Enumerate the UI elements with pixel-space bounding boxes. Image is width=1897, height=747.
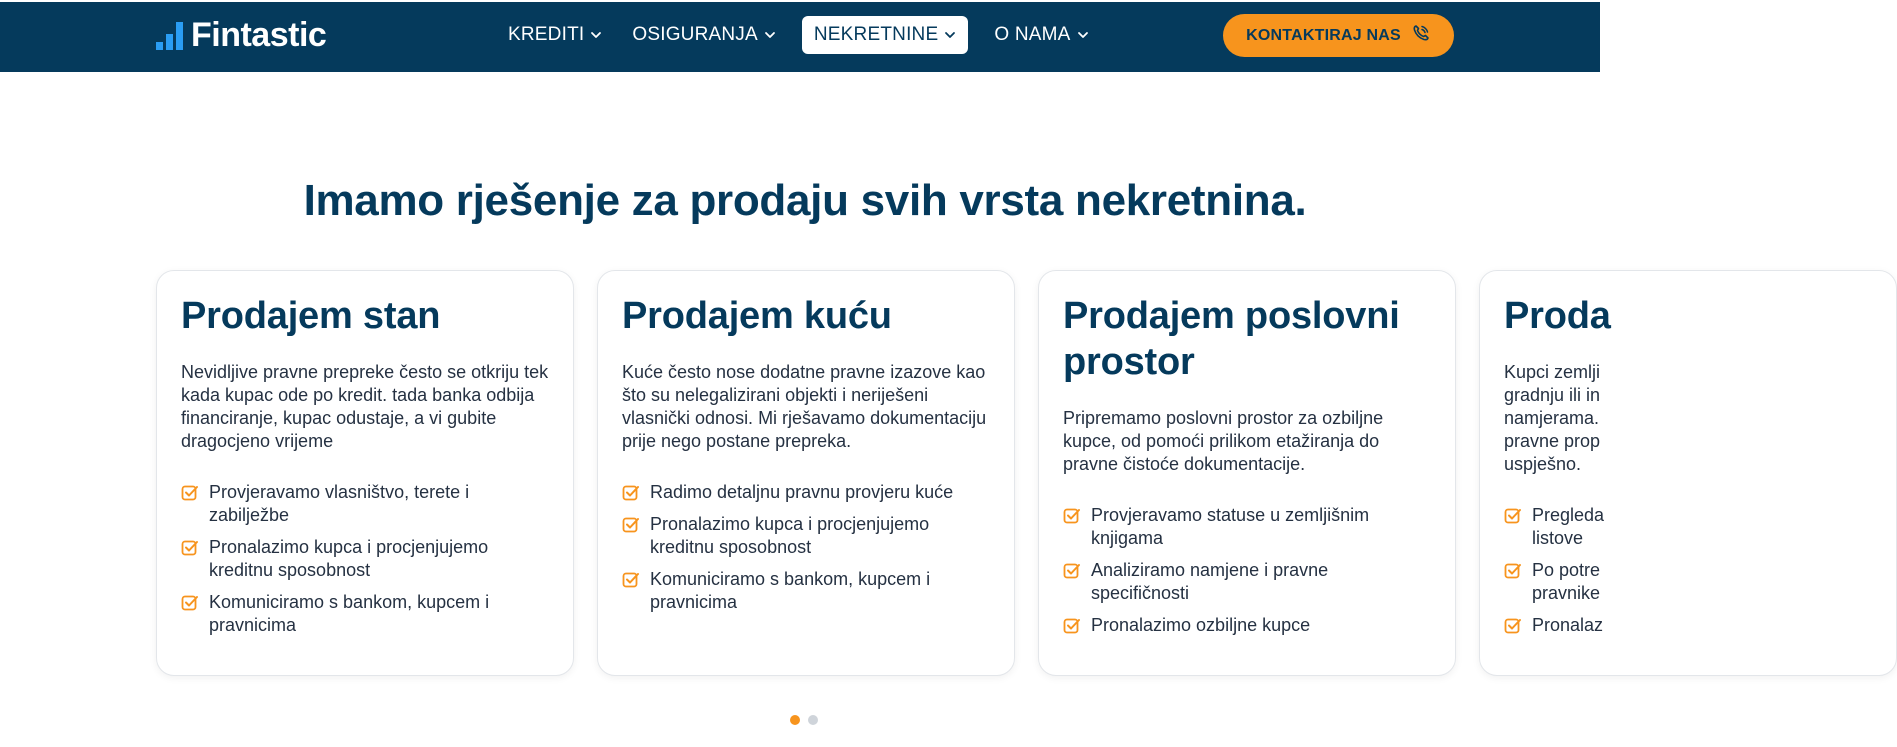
card-description: Pripremamo poslovni prostor za ozbiljne kupce, od pomoći prilikom etažiranja do pravne čistoće dokumentacije. (1063, 408, 1384, 474)
checklist-item (1504, 504, 1872, 550)
checklist-item (1504, 559, 1872, 605)
checklist-item (622, 568, 990, 614)
checklist-item-text: Analiziramo namjene i pravne specifičnosti (1091, 560, 1329, 603)
checkbox-checked-icon (622, 516, 640, 534)
brand-name: Fintastic (191, 16, 327, 54)
checkbox-checked-icon (181, 484, 199, 502)
checkbox-checked-icon (1063, 507, 1081, 525)
carousel-pagination (790, 715, 818, 725)
checklist-item-text: Provjeravamo statuse u zemljišnim knjigama (1091, 505, 1370, 548)
checkbox-checked-icon (1504, 562, 1522, 580)
checklist-item-text: Komuniciramo s bankom, kupcem i pravnicima (209, 592, 490, 635)
contact-button[interactable] (1223, 14, 1454, 57)
checklist-item-text: Komuniciramo s bankom, kupcem i pravnicima (650, 569, 931, 612)
nav-item-nekretnine[interactable] (802, 16, 968, 54)
card-checklist (1063, 504, 1431, 637)
checkbox-checked-icon (622, 484, 640, 502)
card-title: Prodajem kuću (622, 295, 892, 337)
brand-logo[interactable] (156, 16, 326, 54)
top-navbar (0, 0, 1600, 72)
card-checklist (181, 481, 549, 637)
card-checklist (1504, 504, 1872, 637)
phone-ringing-icon (1411, 23, 1431, 48)
card-partial-offscreen[interactable] (1479, 270, 1897, 676)
checkbox-checked-icon (181, 539, 199, 557)
checklist-item (181, 536, 549, 582)
checklist-item (1063, 614, 1431, 637)
checkbox-checked-icon (1063, 617, 1081, 635)
main-nav (496, 16, 1101, 54)
checklist-item (1504, 614, 1872, 637)
checklist-item-text: Radimo detaljnu pravnu provjeru kuće (650, 482, 954, 502)
checklist-item-text: Pronalazimo ozbiljne kupce (1091, 615, 1311, 635)
checkbox-checked-icon (1504, 507, 1522, 525)
checkbox-checked-icon (181, 594, 199, 612)
checklist-item-text: Po potre pravnike (1532, 560, 1601, 603)
chevron-down-icon (1077, 29, 1089, 41)
checklist-item-text: Pronalazimo kupca i procjenjujemo kreditnu sposobnost (650, 514, 930, 557)
checklist-item-text: Pronalaz (1532, 615, 1604, 635)
section-title: Imamo rješenje za prodaju svih vrsta nekretnina. (303, 176, 1307, 225)
card-checklist (622, 481, 990, 614)
nav-item-label: O NAMA (994, 24, 1071, 45)
card-title: Proda (1504, 295, 1611, 337)
nav-item-label: NEKRETNINE (813, 24, 939, 45)
nav-item-osiguranja[interactable] (620, 16, 788, 54)
nav-item-o-nama[interactable] (982, 16, 1100, 54)
card-title: Prodajem stan (181, 295, 441, 337)
card-prodajem-stan[interactable] (156, 270, 574, 676)
chevron-down-icon (590, 29, 602, 41)
checklist-item-text: Pronalazimo kupca i procjenjujemo kreditnu sposobnost (209, 537, 489, 580)
checklist-item (1063, 504, 1431, 550)
card-description: Kupci zemlji gradnju ili in namjerama. pravne prop uspješno. (1504, 362, 1601, 474)
checkbox-checked-icon (622, 571, 640, 589)
card-description: Nevidljive pravne prepreke često se otkriju tek kada kupac ode po kredit. tada banka odbija financiranje, kupac odustaje, a vi gubite dragocjeno vrijeme (181, 362, 549, 451)
chevron-down-icon (764, 29, 776, 41)
property-cards-carousel (156, 270, 1897, 676)
checklist-item (181, 591, 549, 637)
checklist-item (1063, 559, 1431, 605)
nav-item-label: KREDITI (508, 24, 585, 45)
pagination-dot-1[interactable] (790, 715, 800, 725)
checklist-item (181, 481, 549, 527)
bar-chart-logo-icon (156, 20, 183, 50)
checklist-item (622, 481, 990, 504)
checkbox-checked-icon (1504, 617, 1522, 635)
card-description: Kuće često nose dodatne pravne izazove kao što su nelegalizirani objekti i neriješeni vlasnički odnosi. Mi rješavamo dokumentaciju prije nego postane prepreka. (622, 362, 987, 451)
nav-item-krediti[interactable] (496, 16, 614, 54)
checklist-item-text: Provjeravamo vlasništvo, terete i zabilježbe (209, 482, 470, 525)
card-prodajem-kucu[interactable] (597, 270, 1015, 676)
pagination-dot-2[interactable] (808, 715, 818, 725)
chevron-down-icon (944, 29, 956, 41)
checkbox-checked-icon (1063, 562, 1081, 580)
checklist-item-text: Pregleda listove (1532, 505, 1605, 548)
contact-button-label: KONTAKTIRAJ NAS (1246, 26, 1401, 44)
checklist-item (622, 513, 990, 559)
card-prodajem-poslovni-prostor[interactable] (1038, 270, 1456, 676)
card-title: Prodajem poslovni prostor (1063, 295, 1400, 383)
nav-item-label: OSIGURANJA (632, 24, 758, 45)
